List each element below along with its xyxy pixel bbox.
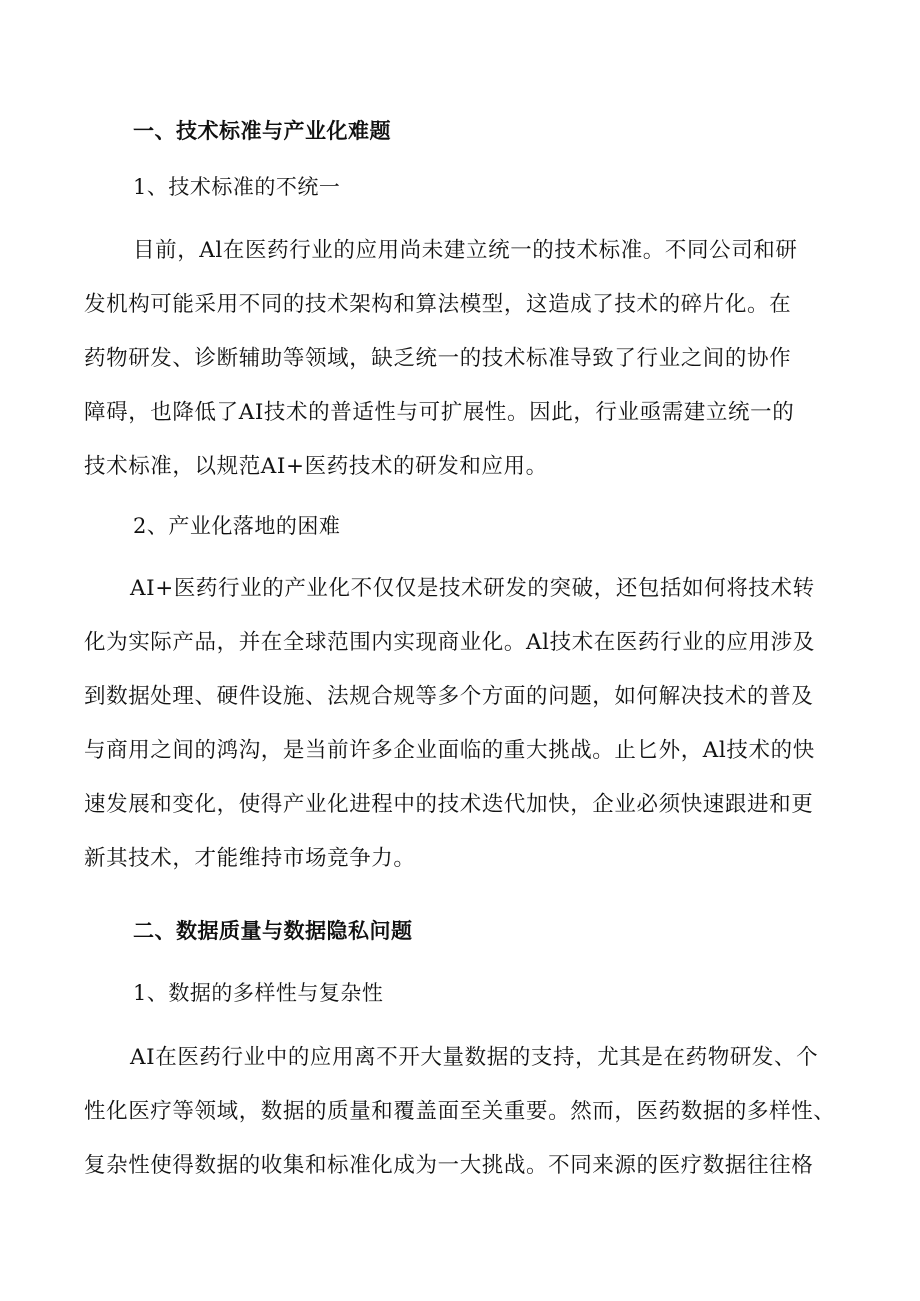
paragraph-line: AI+医药行业的产业化不仅仅是技术研发的突破，还包括如何将技术转 [130,576,815,601]
paragraph-line: 技术标准，以规范AI+医药技术的研发和应用。 [84,454,548,479]
paragraph-line: 与商用之间的鸿沟，是当前许多企业面临的重大挑战。止匕外，Al技术的快 [84,738,815,763]
subsection-title-1-1: 1、技术标准的不统一 [133,175,341,199]
paragraph-line: 障碍，也降低了AI技术的普适性与可扩展性。因此，行业亟需建立统一的 [84,400,795,425]
subsection-title-2-1: 1、数据的多样性与复杂性 [133,981,384,1005]
paragraph-1-2 [84,562,844,886]
paragraph-line: 到数据处理、硬件设施、法规合规等多个方面的问题，如何解决技术的普及 [84,684,814,709]
section-heading-1: 一、技术标准与产业化难题 [133,118,391,143]
paragraph-line: 新其技术，才能维持市场竞争力。 [84,846,416,871]
paragraph-line: 药物研发、诊断辅助等领域，缺乏统一的技术标准导致了行业之间的协作 [84,346,792,371]
paragraph-line: 发机构可能采用不同的技术架构和算法模型，这造成了技术的碎片化。在 [84,292,792,317]
section-heading-2: 二、数据质量与数据隐私问题 [133,918,413,943]
paragraph-2-1 [84,1031,844,1193]
paragraph-line: 速发展和变化，使得产业化进程中的技术迭代加快，企业必须快速跟进和更 [84,792,814,817]
subsection-title-1-2: 2、产业化落地的困难 [133,514,341,538]
paragraph-line: 化为实际产品，并在全球范围内实现商业化。Al技术在医药行业的应用涉及 [84,630,815,655]
paragraph-1-1 [84,224,844,494]
paragraph-line: 复杂性使得数据的收集和标准化成为一大挑战。不同来源的医疗数据往往格 [84,1153,814,1178]
paragraph-line: AI在医药行业中的应用离不开大量数据的支持，尤其是在药物研发、个 [130,1045,819,1070]
paragraph-line: 目前，Al在医药行业的应用尚未建立统一的技术标准。不同公司和研 [133,238,798,263]
paragraph-line: 性化医疗等领域，数据的质量和覆盖面至关重要。然而，医药数据的多样性、 [84,1099,836,1124]
